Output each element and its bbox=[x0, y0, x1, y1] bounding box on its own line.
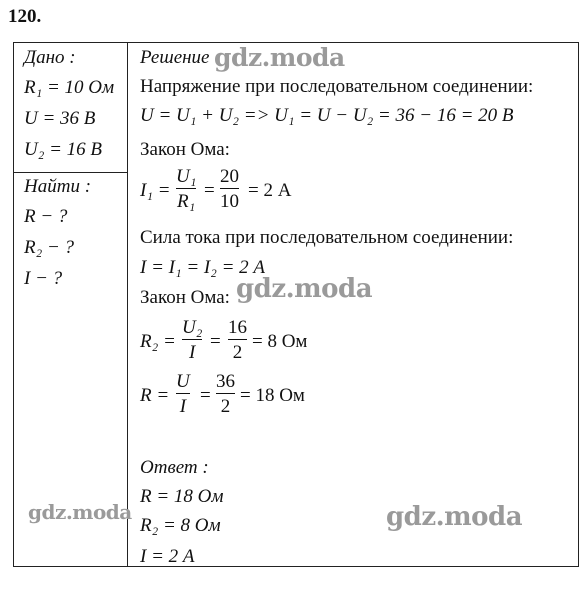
watermark: gdz.moda bbox=[28, 500, 132, 524]
equation-rhs: = 2 А bbox=[248, 180, 292, 201]
equation-lhs: R = bbox=[140, 385, 170, 406]
equation-u1: U = U₁ + U₂ => U₁ = U − U₂ = 36 − 16 = 20 В bbox=[140, 105, 514, 126]
answer-line: I = 2 А bbox=[140, 546, 195, 567]
fraction bbox=[216, 372, 235, 416]
given-find-divider bbox=[13, 172, 128, 173]
denominator: R₁ bbox=[177, 191, 196, 212]
equation-rhs: = 18 Ом bbox=[240, 385, 305, 406]
numerator: U₂ bbox=[182, 317, 203, 338]
equals-sign: = bbox=[200, 385, 211, 406]
denominator: 10 bbox=[220, 191, 239, 212]
solution-text: Сила тока при последовательном соединении: bbox=[140, 227, 514, 248]
find-line: R − ? bbox=[24, 206, 68, 227]
given-header: Дано : bbox=[24, 47, 76, 68]
numerator: U₁ bbox=[176, 166, 197, 187]
watermark: gdz.moda bbox=[236, 274, 373, 304]
equation-lhs: I₁ = bbox=[140, 180, 171, 201]
column-divider bbox=[127, 42, 128, 567]
solution-header: Решение : bbox=[140, 47, 221, 68]
problem-number: 120. bbox=[8, 6, 42, 27]
answer-header: Ответ : bbox=[140, 457, 209, 478]
watermark: gdz.moda bbox=[386, 502, 523, 532]
denominator: 2 bbox=[220, 396, 231, 417]
solution-text: Закон Ома: bbox=[140, 287, 230, 308]
find-header: Найти : bbox=[24, 176, 92, 197]
fraction bbox=[176, 167, 196, 211]
answer-line: R₂ = 8 Ом bbox=[140, 515, 221, 536]
find-line: I − ? bbox=[24, 268, 63, 289]
given-line: R₁ = 10 Ом bbox=[24, 77, 115, 98]
denominator: I bbox=[189, 342, 196, 363]
fraction bbox=[220, 167, 239, 211]
equation-lhs: R₂ = bbox=[140, 331, 176, 352]
denominator: 2 bbox=[232, 342, 243, 363]
fraction bbox=[182, 318, 202, 362]
equals-sign: = bbox=[204, 180, 215, 201]
answer-line: R = 18 Ом bbox=[140, 486, 224, 507]
solution-text: Закон Ома: bbox=[140, 139, 230, 160]
given-line: U₂ = 16 В bbox=[24, 139, 103, 160]
numerator: 36 bbox=[216, 371, 235, 392]
fraction bbox=[176, 372, 190, 416]
watermark: gdz.moda bbox=[214, 43, 345, 72]
given-line: U = 36 В bbox=[24, 108, 96, 129]
equation-rhs: = 8 Ом bbox=[252, 331, 308, 352]
equation-current: I = I₁ = I₂ = 2 А bbox=[140, 257, 266, 278]
equals-sign: = bbox=[210, 331, 221, 352]
numerator: 16 bbox=[228, 317, 247, 338]
fraction bbox=[228, 318, 247, 362]
denominator: I bbox=[179, 396, 187, 417]
find-line: R₂ − ? bbox=[24, 237, 75, 258]
numerator: 20 bbox=[220, 166, 239, 187]
numerator: U bbox=[176, 371, 190, 392]
solution-text: Напряжение при последовательном соединении: bbox=[140, 76, 534, 97]
